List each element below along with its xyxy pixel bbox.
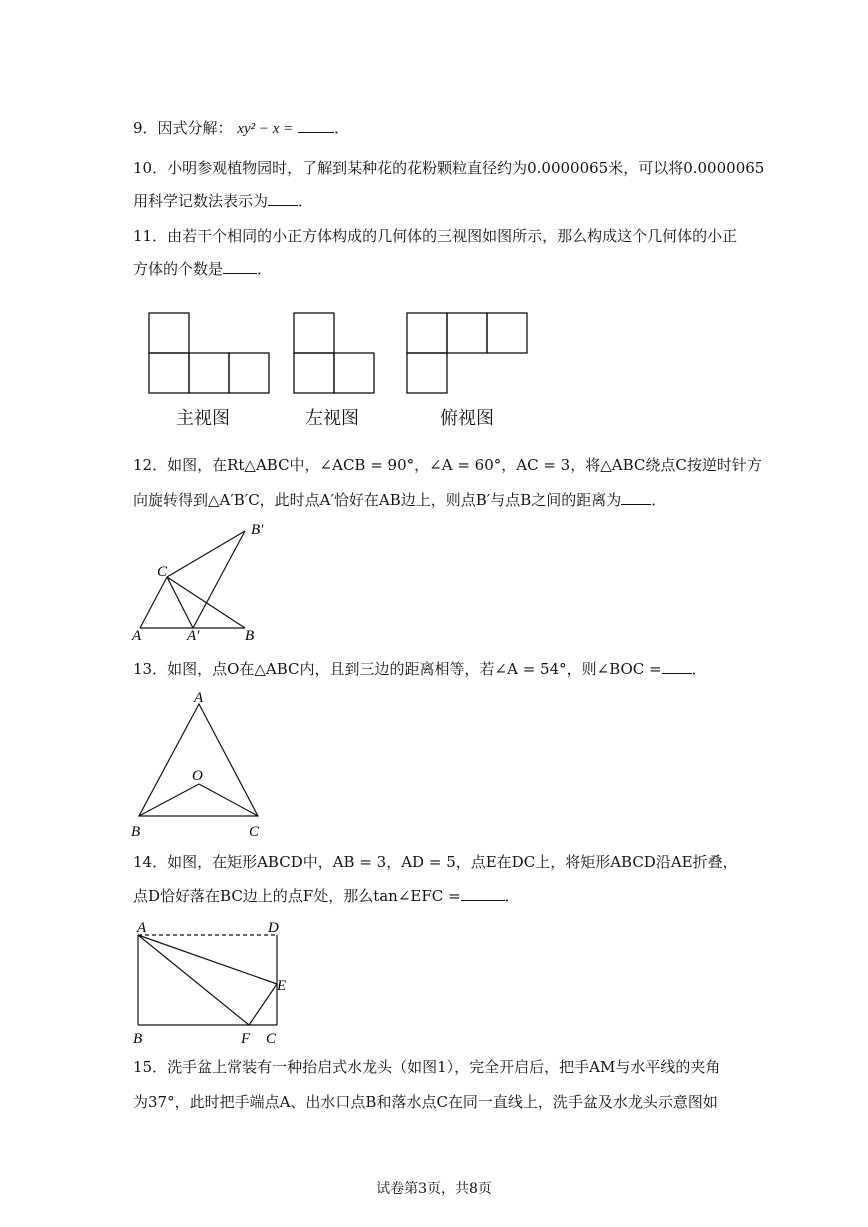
q11-top-view-figure <box>406 312 530 396</box>
q14-line-1: 14．如图，在矩形ABCD中，AB = 3，AD = 5，点E在DC上，将矩形ABCD沿AE折叠， <box>133 853 738 871</box>
q14-rectangle-figure <box>128 913 298 1051</box>
q9-end: ． <box>334 119 350 137</box>
q12-label-c: C <box>157 564 168 580</box>
q13-answer-blank <box>662 659 692 674</box>
q10-line-2 <box>133 191 313 211</box>
q11-end: ． <box>257 260 273 278</box>
q13-triangle-figure <box>128 686 268 841</box>
q12-label-b: B <box>245 628 255 644</box>
q12-label-b-prime: B′ <box>251 522 264 538</box>
q13-label-c: C <box>249 824 260 840</box>
q11-line-2 <box>133 259 272 279</box>
q14-label-c: C <box>266 1031 277 1047</box>
q10-end: ． <box>298 192 314 210</box>
q14-line-2-text: 点D恰好落在BC边上的点F处，那么tan∠EFC = <box>133 887 461 905</box>
q13-end: ． <box>691 660 707 678</box>
q9-answer-blank <box>298 118 334 133</box>
q11-side-view-figure <box>293 312 377 396</box>
q13-line-1-text: 13．如图，点O在△ABC内，且到三边的距离相等，若∠A = 54°，则∠BOC = <box>133 660 662 678</box>
q13-line-1 <box>133 659 707 679</box>
q12-end: ． <box>651 491 667 509</box>
q14-label-f: F <box>241 1031 251 1047</box>
q15-line-2: 为37°，此时把手端点A、出水口点B和落水点C在同一直线上，洗手盆及水龙头示意图如 <box>133 1093 718 1111</box>
q12-line-2 <box>133 490 666 510</box>
page-footer: 试卷第3页，共8页 <box>376 1181 492 1197</box>
q14-line-2 <box>133 886 520 906</box>
q14-label-a: A <box>137 920 147 936</box>
q9-lead: 9．因式分解： <box>133 119 233 137</box>
q11-line-1: 11．由若干个相同的小正方体构成的几何体的三视图如图所示，那么构成这个几何体的小正 <box>133 227 738 245</box>
q15-line-1: 15．洗手盆上常装有一种抬启式水龙头（如图1），完全开启后，把手AM与水平线的夹角 <box>133 1058 721 1076</box>
q12-label-a: A <box>132 628 142 644</box>
q12-rotation-figure <box>125 518 285 648</box>
q11-front-view-label: 主视图 <box>176 408 230 429</box>
q12-answer-blank <box>621 490 651 505</box>
q10-answer-blank <box>268 191 298 206</box>
q12-label-a-prime: A′ <box>187 628 200 644</box>
q11-top-view-label: 俯视图 <box>440 408 494 429</box>
q13-label-b: B <box>131 824 141 840</box>
q11-side-view-label: 左视图 <box>305 408 359 429</box>
q14-label-e: E <box>277 978 287 994</box>
q12-line-1: 12．如图，在Rt△ABC中，∠ACB = 90°，∠A = 60°，AC = 3，将△ABC绕点C按逆时针方 <box>133 456 762 474</box>
q10-line-1: 10．小明参观植物园时，了解到某种花的花粉颗粒直径约为0.0000065米，可以将0.0000065 <box>133 159 765 177</box>
q9-expression: xy² − x = <box>237 121 294 137</box>
q14-end: ． <box>504 887 520 905</box>
q10-line-2-text: 用科学记数法表示为 <box>133 192 269 210</box>
q14-label-b: B <box>133 1031 143 1047</box>
q12-line-2-text: 向旋转得到△A′B′C，此时点A′恰好在AB边上，则点B′与点B之间的距离为 <box>133 491 622 509</box>
q13-label-a: A <box>194 690 204 706</box>
q13-label-o: O <box>192 768 203 784</box>
q14-label-d: D <box>268 920 279 936</box>
q11-answer-blank <box>223 259 257 274</box>
q14-answer-blank <box>461 886 505 901</box>
q11-line-2-text: 方体的个数是 <box>133 260 224 278</box>
q9-line <box>133 118 349 139</box>
q11-front-view-figure <box>148 312 272 396</box>
